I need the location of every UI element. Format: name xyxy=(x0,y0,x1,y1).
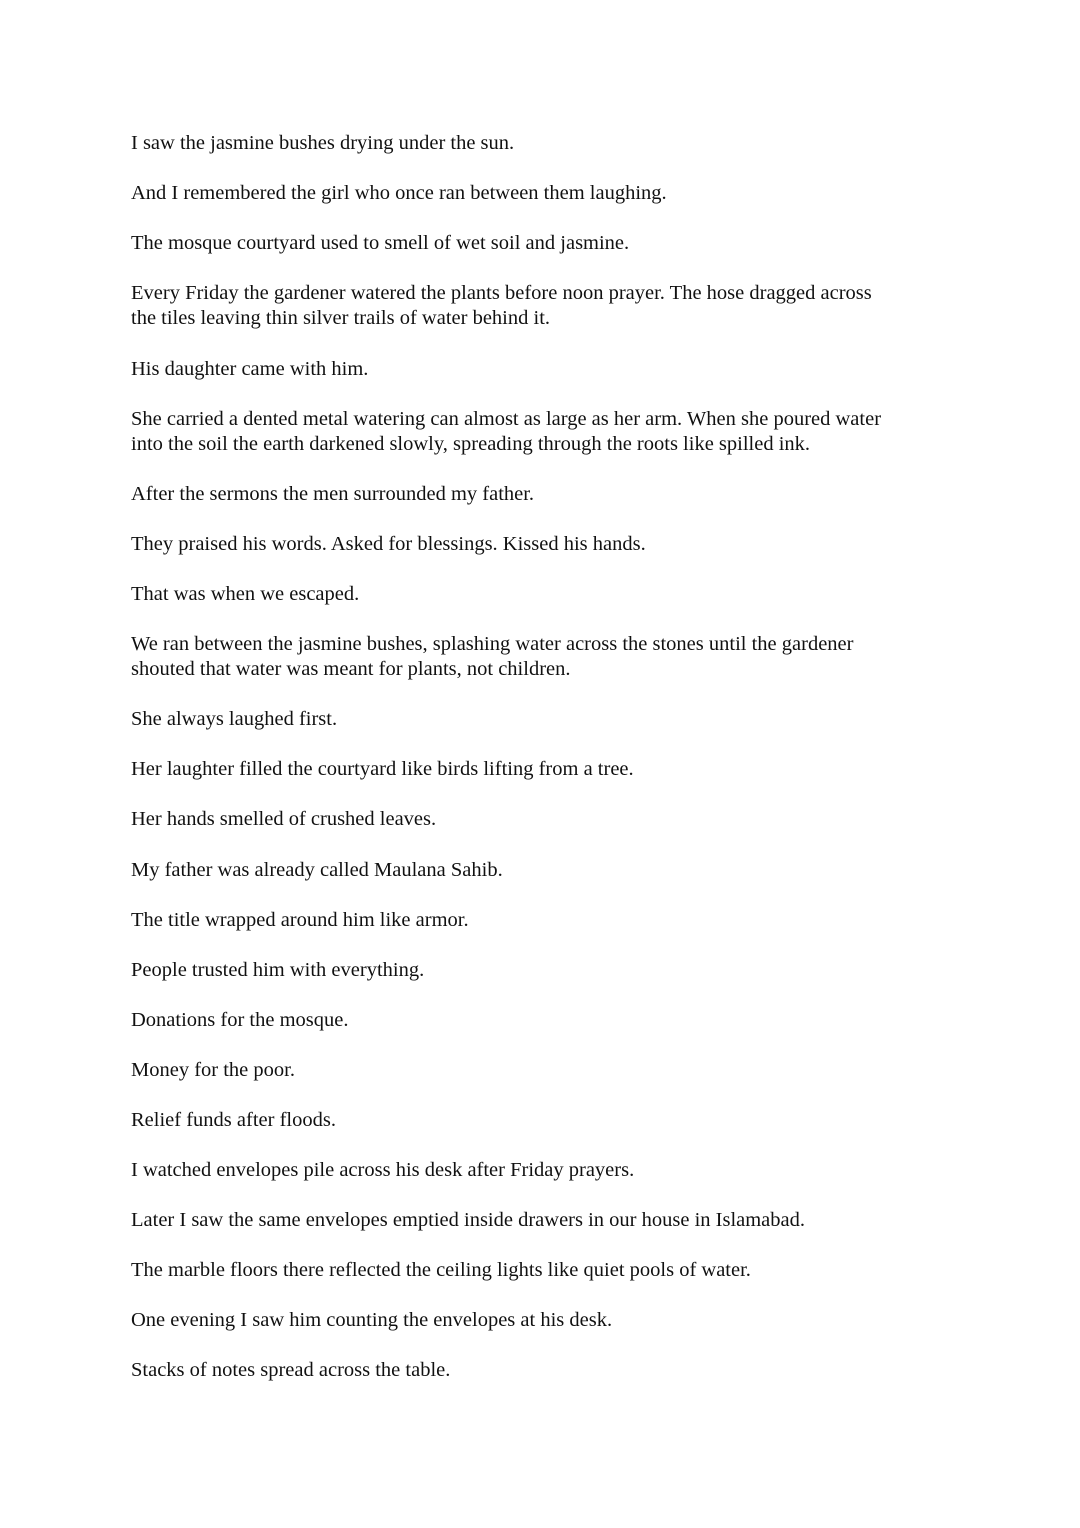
paragraph: She carried a dented metal watering can almost as large as her arm. When she poured water into the soil the earth darkened slowly, spreading through the roots like spilled ink. xyxy=(131,408,882,455)
paragraph: The mosque courtyard used to smell of wet soil and jasmine. xyxy=(131,232,630,254)
paragraph: I watched envelopes pile across his desk after Friday prayers. xyxy=(131,1159,635,1181)
paragraph: Her hands smelled of crushed leaves. xyxy=(131,808,437,830)
paragraph: One evening I saw him counting the envelopes at his desk. xyxy=(131,1309,613,1331)
paragraph: They praised his words. Asked for blessings. Kissed his hands. xyxy=(131,533,646,555)
paragraph: Every Friday the gardener watered the plants before noon prayer. The hose dragged across the tiles leaving thin silver trails of water behind it. xyxy=(131,282,872,329)
paragraph: The marble floors there reflected the ceiling lights like quiet pools of water. xyxy=(131,1259,751,1281)
paragraph: The title wrapped around him like armor. xyxy=(131,909,469,931)
paragraph: I saw the jasmine bushes drying under the sun. xyxy=(131,132,515,154)
paragraph: Her laughter filled the courtyard like birds lifting from a tree. xyxy=(131,758,634,780)
paragraph: And I remembered the girl who once ran between them laughing. xyxy=(131,182,667,204)
paragraph: We ran between the jasmine bushes, splashing water across the stones until the gardener shouted that water was meant for plants, not children. xyxy=(131,633,854,680)
paragraph: After the sermons the men surrounded my father. xyxy=(131,483,535,505)
paragraph: His daughter came with him. xyxy=(131,358,369,380)
paragraph: Relief funds after floods. xyxy=(131,1109,336,1131)
paragraph: Later I saw the same envelopes emptied inside drawers in our house in Islamabad. xyxy=(131,1209,806,1231)
paragraph: My father was already called Maulana Sahib. xyxy=(131,859,503,881)
paragraph: Stacks of notes spread across the table. xyxy=(131,1359,451,1381)
paragraph: Money for the poor. xyxy=(131,1059,295,1081)
paragraph: She always laughed first. xyxy=(131,708,338,730)
paragraph: People trusted him with everything. xyxy=(131,959,425,981)
paragraph: That was when we escaped. xyxy=(131,583,360,605)
paragraph: Donations for the mosque. xyxy=(131,1009,349,1031)
